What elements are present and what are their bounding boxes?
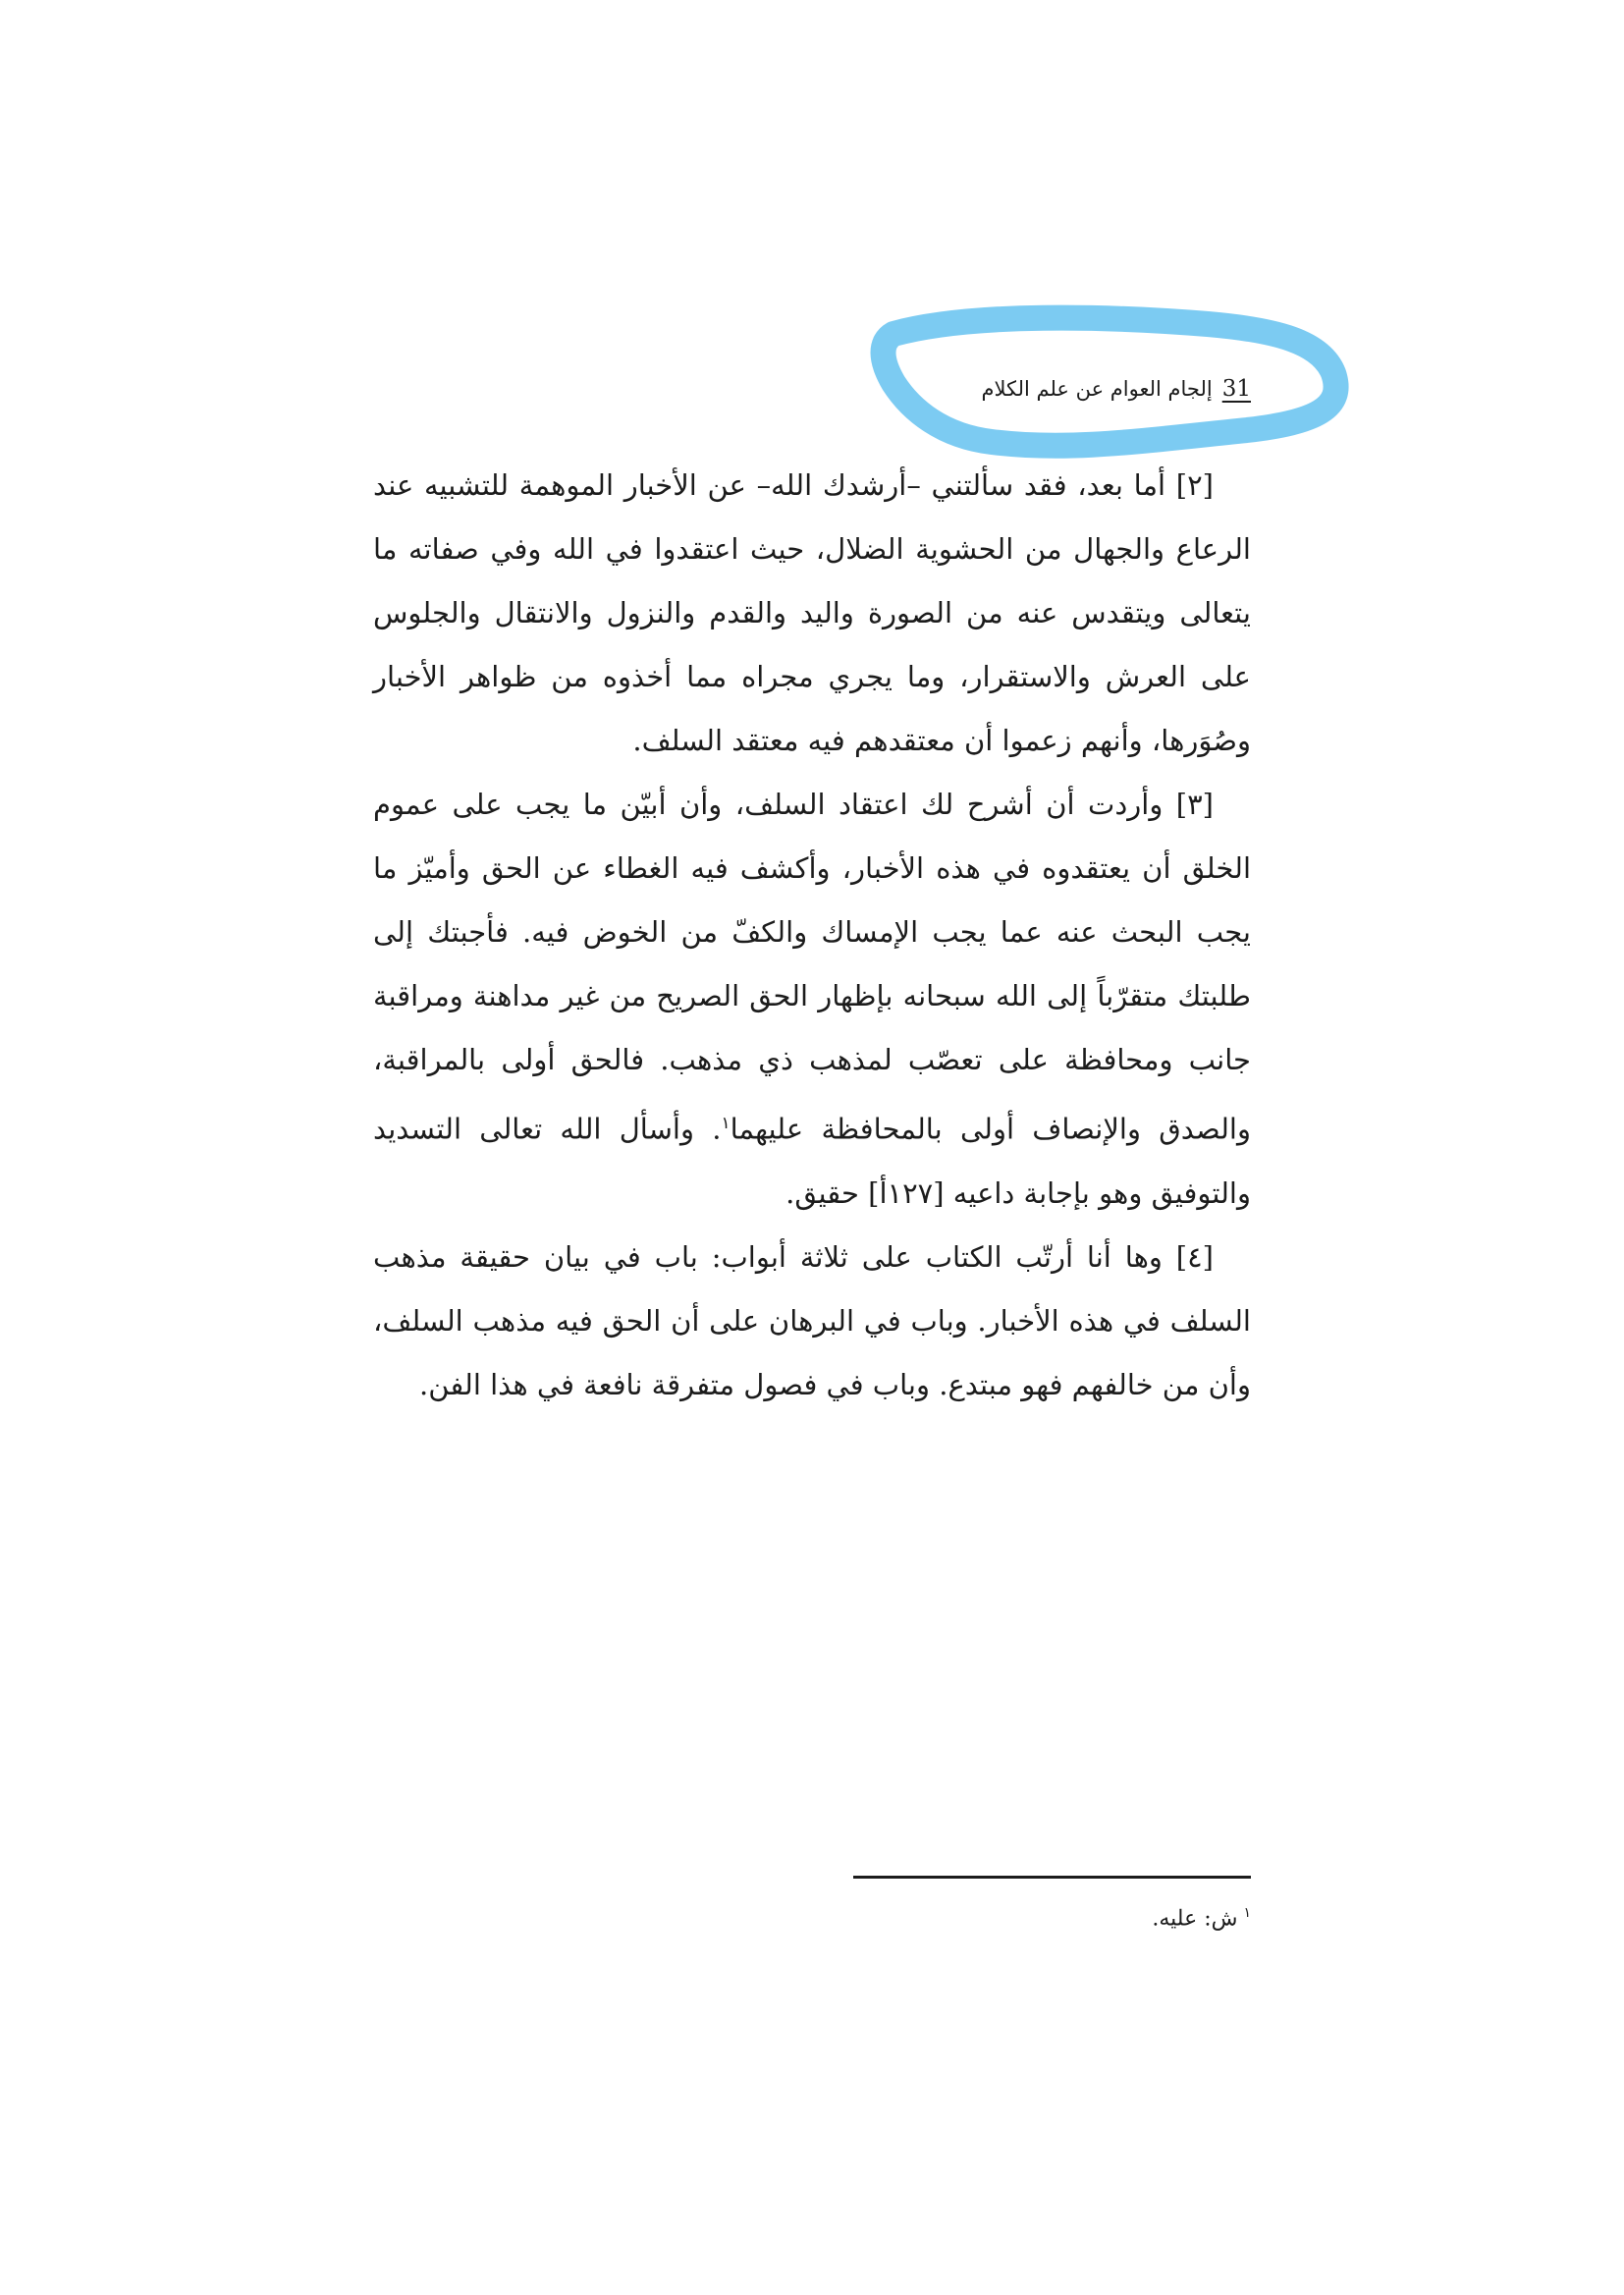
- footnote-text: ش: عليه.: [1152, 1906, 1238, 1932]
- paragraph-4-text: [٤] وها أنا أرتّب الكتاب على ثلاثة أبواب: باب في بيان حقيقة مذهب السلف في هذه الأخبار. وباب في البرهان على أن الحق فيه مذهب السلف، وأن من خالفهم فهو مبتدع. وباب في فصول متفرقة نافعة في هذا الفن.: [373, 1239, 1251, 1401]
- paragraph-3-text: [٣] وأردت أن أشرح لك اعتقاد السلف، وأن أبيّن ما يجب على عموم الخلق أن يعتقدوه في هذه الأخبار، وأكشف فيه الغطاء عن الحق وأميّز ما يجب البحث عنه عما يجب الإمساك والكفّ من الخوض فيه. فأجبتك إلى طلبتك متقرّباً إلى الله سبحانه بإظهار الحق الصريح من غير مداهنة ومراقبة جانب ومحافظة على تعصّب لمذهب ذي مذهب. فالحق أولى بالمراقبة، والصدق والإنصاف أولى بالمحافظة عليهما: [373, 788, 1251, 1146]
- footnote: [1152, 1893, 1251, 1939]
- running-header: [981, 369, 1251, 409]
- paragraph-3-text-continued: . وأسأل الله تعالى التسديد والتوفيق وهو بإجابة داعيه [١٢٧أ] حقيق.: [373, 1112, 1251, 1210]
- footnote-divider: [853, 1876, 1251, 1879]
- book-title: إلجام العوام عن علم الكلام: [981, 377, 1213, 401]
- paragraph-2-text: [٢] أما بعد، فقد سألتني –أرشدك الله– عن الأخبار الموهمة للتشبيه عند الرعاع والجهال من الحشوية الضلال، حيث اعتقدوا في الله وفي صفاته ما يتعالى ويتقدس عنه من الصورة واليد والقدم والنزول والانتقال والجلوس على العرش والاستقرار، وما يجري مجراه مما أخذوه من ظواهر الأخبار وصُوَرها، وأنهم زعموا أن معتقدهم فيه معتقد السلف.: [373, 468, 1251, 757]
- page-number: 31: [1221, 376, 1251, 402]
- body-text: [373, 454, 1251, 1417]
- footnote-reference: ١: [721, 1114, 731, 1133]
- paragraph-4: [373, 1226, 1251, 1417]
- paragraph-3: [373, 773, 1251, 1226]
- footnote-marker: ١: [1243, 1905, 1251, 1921]
- paragraph-2: [373, 454, 1251, 773]
